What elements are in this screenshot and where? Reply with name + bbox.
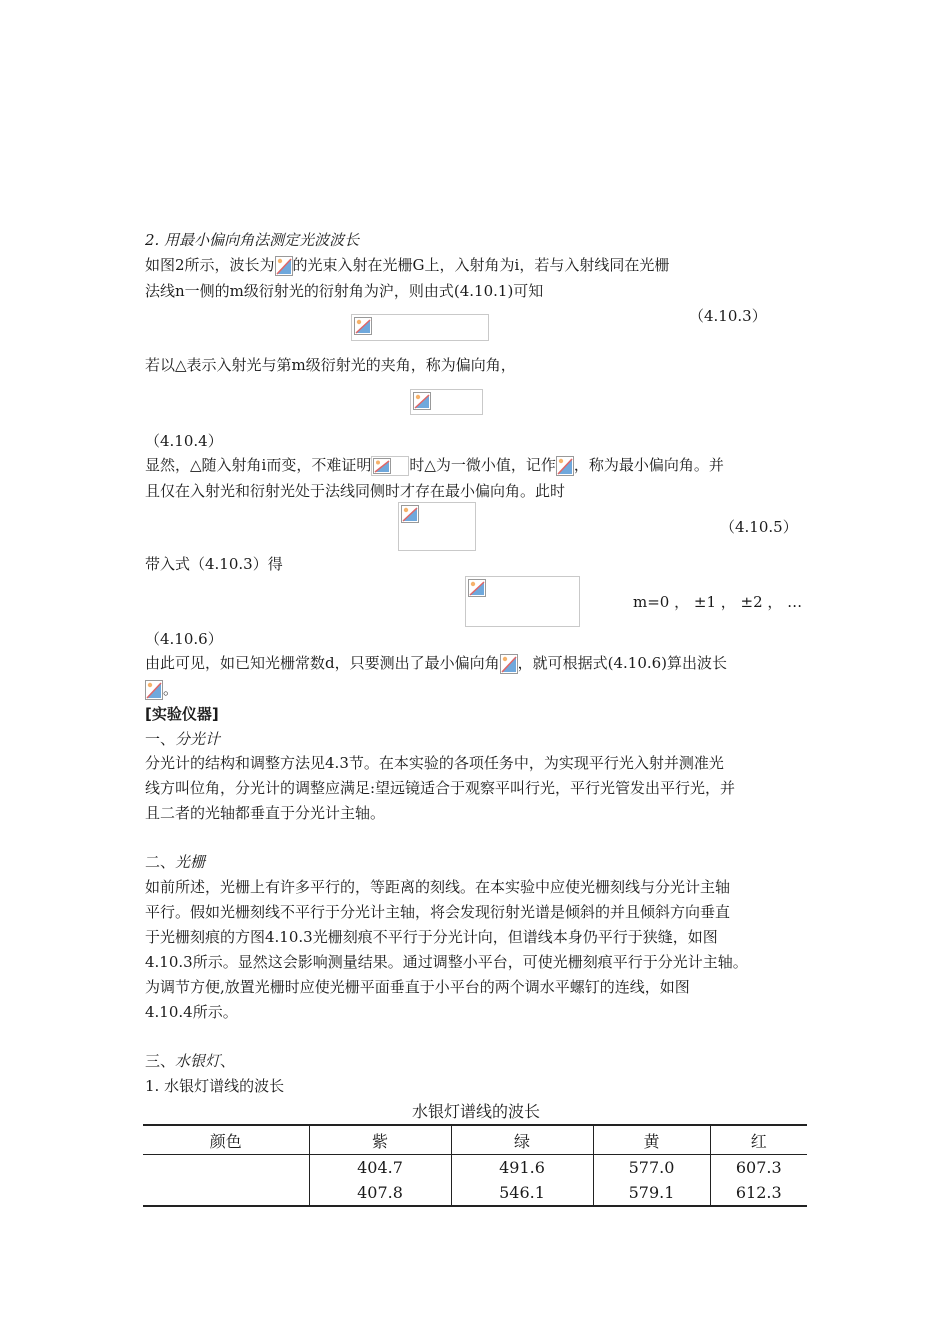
broken-image-icon [468, 579, 486, 597]
paragraph-line: 4.10.4所示。 [145, 1003, 238, 1021]
paragraph-line: 。 [145, 679, 178, 700]
equation-image [465, 576, 580, 627]
column-header: 红 [710, 1125, 807, 1155]
wavelength-table [143, 1124, 807, 1207]
broken-image-icon [500, 654, 518, 674]
m-values: m=0 ， ±1 ， ±2 ， … [633, 593, 803, 611]
equation-image [351, 314, 489, 341]
subsection-title: 一、分光计 [145, 730, 221, 748]
equation-number: （4.10.4） [145, 432, 223, 450]
equation-image-inline [371, 456, 409, 476]
broken-image-icon [401, 505, 419, 523]
paragraph-line: 线方叫位角，分光计的调整应满足:望远镜适合于观察平叫行光，平行光管发出平行光，并 [145, 779, 736, 797]
table-caption: 水银灯谱线的波长 [411, 1102, 540, 1121]
section-title: 2. 用最小偏向角法测定光波波长 [145, 231, 360, 249]
paragraph-line: 如图2所示，波长为 的光束入射在光栅G上，入射角为i，若与入射线同在光栅 [145, 256, 670, 274]
table-row [143, 1155, 807, 1181]
table-cell [143, 1180, 309, 1206]
paragraph-line: 于光栅刻痕的方图4.10.3光栅刻痕不平行于分光计向，但谱线本身仍平行于狭缝，如图 [145, 928, 718, 946]
table-cell: 577.0 [593, 1155, 710, 1181]
paragraph-line: 4.10.3所示。显然这会影响测量结果。通过调整小平台，可使光栅刻痕平行于分光计主轴。 [145, 953, 748, 971]
paragraph-line: 显然，△随入射角i而变，不难证明 时△为一微小值，记作 ，称为最小偏向角。并 [145, 456, 724, 474]
paragraph-line: 且二者的光轴都垂直于分光计主轴。 [145, 804, 386, 822]
equation-number: （4.10.6） [145, 630, 223, 648]
table-cell: 607.3 [710, 1155, 807, 1181]
table-cell: 546.1 [451, 1180, 593, 1206]
paragraph-line: 平行。假如光栅刻线不平行于分光计主轴，将会发现衍射光谱是倾斜的并且倾斜方向垂直 [145, 903, 731, 921]
section-heading: [实验仪器] [145, 705, 219, 723]
table-cell: 404.7 [309, 1155, 451, 1181]
table-cell [143, 1155, 309, 1181]
equation-image [410, 389, 483, 415]
subsection-title: 二、光栅 [145, 853, 206, 871]
column-header: 黄 [593, 1125, 710, 1155]
column-header: 紫 [309, 1125, 451, 1155]
column-header: 颜色 [143, 1125, 309, 1155]
table-header-row [143, 1125, 807, 1155]
broken-image-icon [275, 256, 293, 276]
equation-number: （4.10.5） [720, 518, 798, 536]
paragraph-line: 且仅在入射光和衍射光处于法线同侧时才存在最小偏向角。此时 [145, 482, 566, 500]
paragraph-line: 为调节方便,放置光栅时应使光栅平面垂直于小平台的两个调水平螺钉的连线，如图 [145, 978, 690, 996]
table-cell: 612.3 [710, 1180, 807, 1206]
paragraph-line: 如前所述，光栅上有许多平行的，等距离的刻线。在本实验中应使光栅刻线与分光计主轴 [145, 878, 731, 896]
broken-image-icon [556, 456, 574, 476]
paragraph-line: 分光计的结构和调整方法见4.3节。在本实验的各项任务中，为实现平行光入射并测准光 [145, 754, 724, 772]
table-cell: 407.8 [309, 1180, 451, 1206]
broken-image-icon [413, 392, 431, 410]
list-item: 1. 水银灯谱线的波长 [145, 1077, 285, 1095]
table-cell: 491.6 [451, 1155, 593, 1181]
table-row [143, 1180, 807, 1206]
table-cell: 579.1 [593, 1180, 710, 1206]
paragraph-line: 带入式（4.10.3）得 [145, 555, 283, 573]
subsection-title: 三、水银灯、 [145, 1052, 236, 1070]
broken-image-icon [145, 680, 163, 700]
equation-number: （4.10.3） [689, 307, 767, 325]
equation-image [398, 502, 476, 551]
column-header: 绿 [451, 1125, 593, 1155]
paragraph-line: 法线n一侧的m级衍射光的衍射角为沪，则由式(4.10.1)可知 [145, 282, 544, 300]
paragraph-line: 若以△表示入射光与第m级衍射光的夹角，称为偏向角， [145, 356, 516, 374]
broken-image-icon [354, 317, 372, 335]
paragraph-line: 由此可见，如已知光栅常数d，只要测出了最小偏向角 ，就可根据式(4.10.6)算出波长 [145, 654, 728, 672]
